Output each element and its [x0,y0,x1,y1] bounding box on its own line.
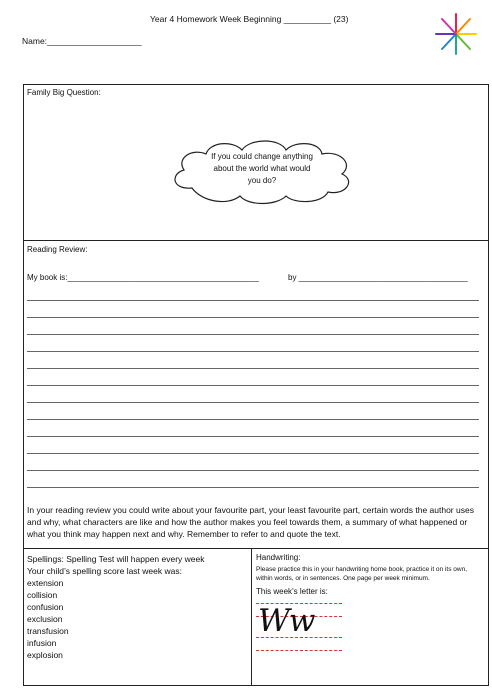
writing-line[interactable] [27,300,479,301]
spelling-word: explosion [27,650,63,660]
question-line-2: about the world what would [213,164,311,173]
question-line-1: If you could change anything [211,152,313,161]
spelling-word: confusion [27,602,64,612]
page-title: Year 4 Homework Week Beginning __________ (23) [150,14,349,24]
handwriting-instruction: Please practice this in your handwriting home book, practice it on its own, within words, or in sentences. One page per week minimum. [256,566,467,582]
name-field[interactable]: Name:____________________ [22,36,142,46]
book-author-field[interactable]: by ______________________________________ [288,273,468,282]
reading-instructions: In your reading review you could write about your favourite part, your least favourite part, certain words the author uses and why, what characters are like and how the author makes you feel towards them, a summary of what happened or what you think may happen next and why. Remember to refer to and quote the text. [27,505,474,539]
handwriting-letter-label: This week’s letter is: [256,587,328,596]
spelling-word: infusion [27,638,57,648]
writing-line[interactable] [27,334,479,335]
writing-line[interactable] [27,317,479,318]
writing-line[interactable] [27,470,479,471]
family-question-text [182,151,342,187]
handwriting-guide-bottom [256,650,342,651]
spelling-word: exclusion [27,614,63,624]
book-title-field[interactable]: My book is:___________________________________________ [27,273,259,282]
writing-line[interactable] [27,453,479,454]
handwriting-letter: Ww [258,603,315,639]
writing-line[interactable] [27,385,479,386]
handwriting-heading: Handwriting: [256,553,301,562]
writing-line[interactable] [27,368,479,369]
writing-line[interactable] [27,419,479,420]
writing-line[interactable] [27,402,479,403]
reading-review-box [23,240,489,549]
question-line-3: you do? [247,176,277,185]
spelling-word: collision [27,590,58,600]
writing-line[interactable] [27,487,479,488]
spellings-heading: Spellings: Spelling Test will happen every week [27,554,205,564]
writing-line[interactable] [27,436,479,437]
family-question-label: Family Big Question: [27,88,101,97]
spelling-word: extension [27,578,64,588]
spellings-section [27,553,249,661]
reading-review-label: Reading Review: [27,245,88,254]
writing-line[interactable] [27,351,479,352]
school-logo-icon [432,10,480,58]
spelling-score-line: Your child’s spelling score last week was: [27,566,182,576]
spelling-word: transfusion [27,626,69,636]
